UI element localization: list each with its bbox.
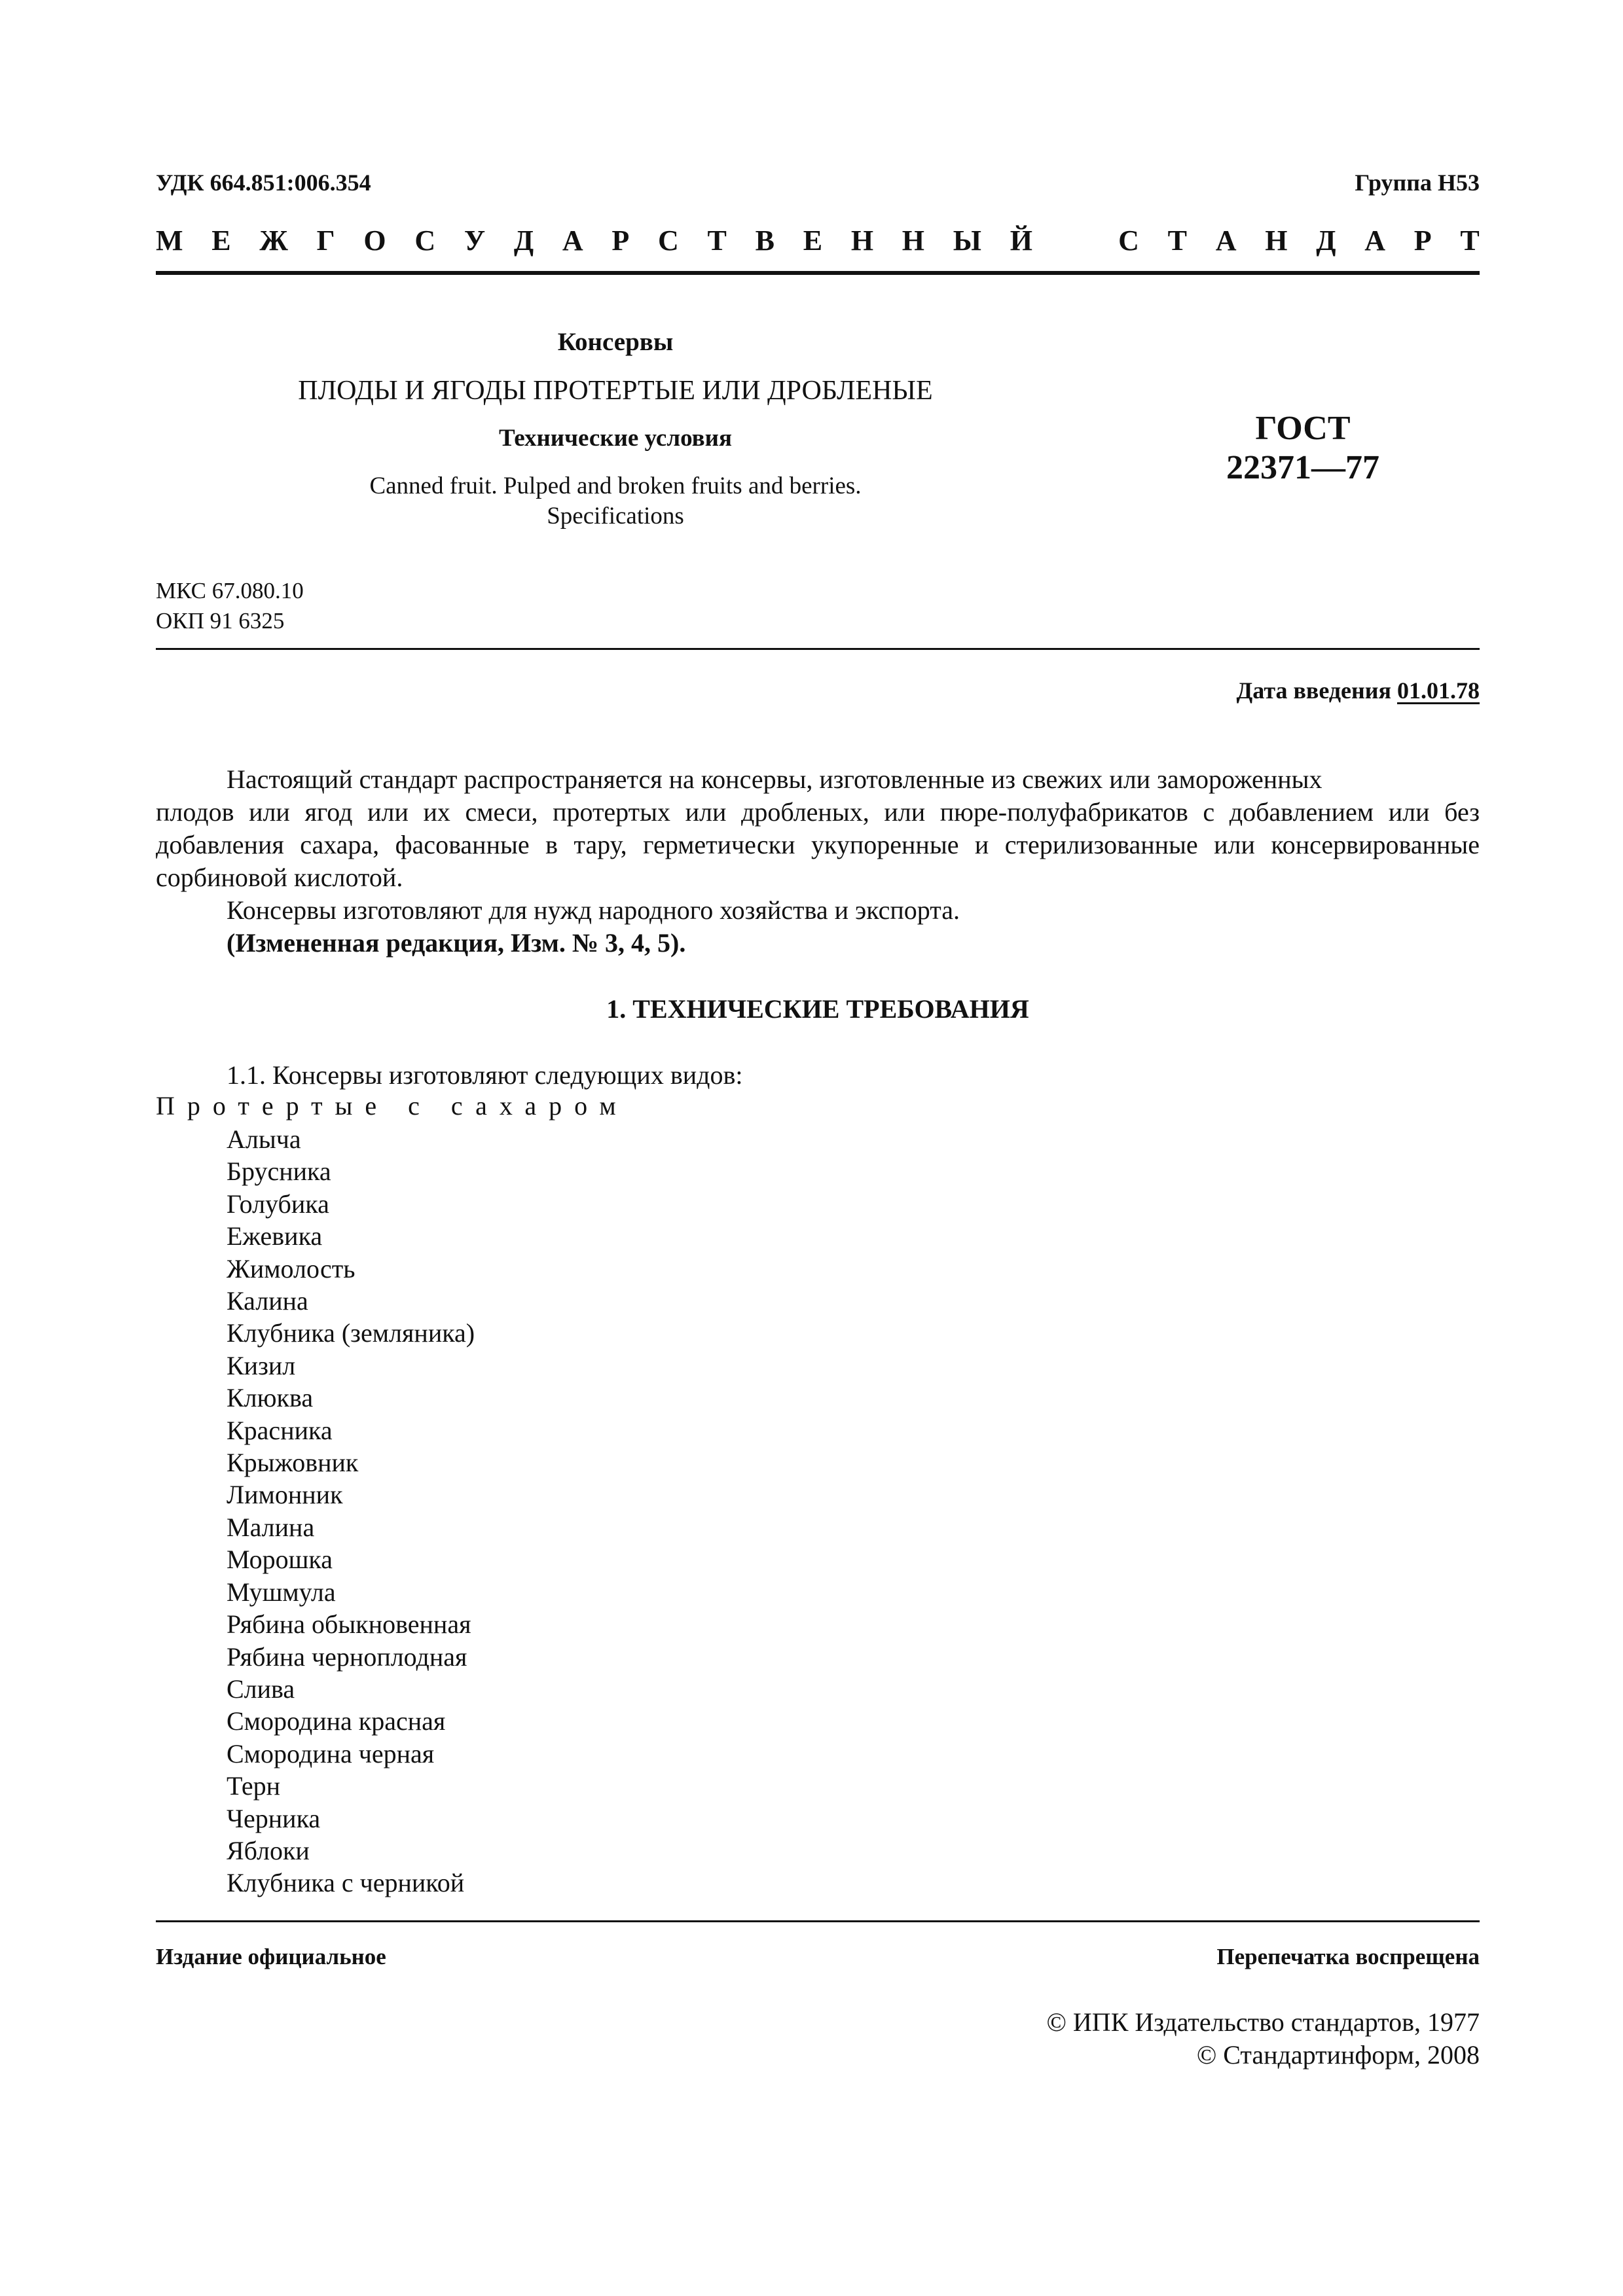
section-heading: 1. ТЕХНИЧЕСКИЕ ТРЕБОВАНИЯ <box>606 994 1029 1024</box>
date-label: Дата введения <box>1236 677 1391 704</box>
date-value: 01.01.78 <box>1397 677 1480 704</box>
list-item: Кизил <box>227 1350 296 1380</box>
banner-letter: У <box>464 224 486 257</box>
list-item: Черника <box>227 1803 321 1833</box>
banner-letter: В <box>755 224 775 257</box>
banner-letter: Н <box>1265 224 1288 257</box>
banner-letter: А <box>1364 224 1386 257</box>
list-item: Смородина черная <box>227 1738 435 1768</box>
purpose-paragraph: Консервы изготовляют для нужд народного хозяйства и экспорта. <box>227 895 960 925</box>
gost-label: ГОСТ <box>1255 410 1351 447</box>
list-item: Красника <box>227 1415 333 1445</box>
intro-paragraph <box>156 763 1480 894</box>
list-item: Рябина черноплодная <box>227 1641 467 1672</box>
list-item: Крыжовник <box>227 1448 359 1478</box>
banner-letter: Й <box>1010 224 1032 257</box>
banner-letter: Ы <box>953 224 981 257</box>
clause-1-1: 1.1. Консервы изготовляют следующих видов: <box>227 1060 743 1090</box>
banner-letter: Д <box>1316 224 1336 257</box>
intro-paragraph-rest: плодов или ягод или их смеси, протертых или дробленых, или пюре-полуфабрикатов с добавлением или без добавления сахара, фасованные в тару, герметически укупоренные и стерилизованные или консервированные сорбиновой кислотой. <box>156 797 1480 892</box>
list-item: Морошка <box>227 1545 333 1575</box>
banner-letter: Т <box>1167 224 1188 257</box>
gost-number: 22371—77 <box>1226 449 1379 486</box>
banner-letter: Г <box>316 224 335 257</box>
banner-letter: С <box>414 224 436 257</box>
copyright-block <box>1047 2006 1480 2072</box>
udk-code: УДК 664.851:006.354 <box>156 170 371 196</box>
list-item: Яблоки <box>227 1835 310 1865</box>
banner-letter: Е <box>211 224 231 257</box>
banner-letter: Д <box>513 224 534 257</box>
variety-subheading: Протертые с сахаром <box>156 1091 629 1121</box>
list-item: Клубника (земляника) <box>227 1318 475 1348</box>
banner-letter: М <box>156 224 183 257</box>
list-item: Малина <box>227 1512 315 1542</box>
interstate-standard-banner <box>156 224 1480 257</box>
header-divider <box>156 271 1480 275</box>
banner-letter: А <box>1215 224 1237 257</box>
banner-letter: Ж <box>259 224 288 257</box>
intro-paragraph-first-line: Настоящий стандарт распространяется на консервы, изготовленные из свежих или замороженных <box>227 764 1322 794</box>
list-item: Клубника с черникой <box>227 1868 465 1898</box>
list-item: Калина <box>227 1286 308 1316</box>
page-subtitle: Технические условия <box>499 425 732 452</box>
list-item: Голубика <box>227 1189 329 1219</box>
group-code: Группа Н53 <box>1355 170 1480 196</box>
banner-letter: Н <box>850 224 874 257</box>
banner-letter: О <box>363 224 386 257</box>
banner-letter: Р <box>611 224 630 257</box>
list-item: Слива <box>227 1674 295 1704</box>
gost-designation <box>1152 409 1453 488</box>
list-item: Алыча <box>227 1124 301 1154</box>
english-title-line2: Specifications <box>547 503 684 529</box>
list-item: Жимолость <box>227 1253 356 1283</box>
banner-letter: Е <box>803 224 823 257</box>
banner-letter: Т <box>1460 224 1480 257</box>
fruit-list <box>227 1123 475 1899</box>
amendment-note: (Измененная редакция, Изм. № 3, 4, 5). <box>227 928 686 958</box>
banner-letter: А <box>562 224 583 257</box>
banner-letter: С <box>1118 224 1139 257</box>
list-item: Смородина красная <box>227 1706 446 1736</box>
list-item: Клюква <box>227 1383 314 1413</box>
english-title <box>288 471 943 531</box>
copyright-line: © Стандартинформ, 2008 <box>1196 2040 1480 2070</box>
list-item: Лимонник <box>227 1480 343 1510</box>
list-item: Мушмула <box>227 1577 336 1607</box>
banner-letter: Р <box>1413 224 1432 257</box>
classification-codes <box>156 576 304 636</box>
mks-code: МКС 67.080.10 <box>156 578 304 603</box>
introduction-date <box>1237 677 1480 704</box>
official-edition-note: Издание официальное <box>156 1944 386 1969</box>
banner-letter: Т <box>707 224 727 257</box>
list-item: Рябина обыкновенная <box>227 1609 471 1640</box>
footer-divider <box>156 1920 1480 1922</box>
reprint-prohibited-note: Перепечатка воспрещена <box>1216 1944 1480 1969</box>
banner-letter: С <box>658 224 679 257</box>
english-title-line1: Canned fruit. Pulped and broken fruits and berries. <box>369 473 862 499</box>
copyright-line: © ИПК Издательство стандартов, 1977 <box>1046 2007 1480 2037</box>
banner-letter: Н <box>902 224 925 257</box>
okp-code: ОКП 91 6325 <box>156 608 285 634</box>
product-kind: Консервы <box>557 328 674 356</box>
page-title: ПЛОДЫ И ЯГОДЫ ПРОТЕРТЫЕ ИЛИ ДРОБЛЕНЫЕ <box>298 376 933 406</box>
list-item: Терн <box>227 1771 281 1801</box>
list-item: Брусника <box>227 1157 331 1187</box>
list-item: Ежевика <box>227 1221 323 1251</box>
codes-divider <box>156 648 1480 650</box>
